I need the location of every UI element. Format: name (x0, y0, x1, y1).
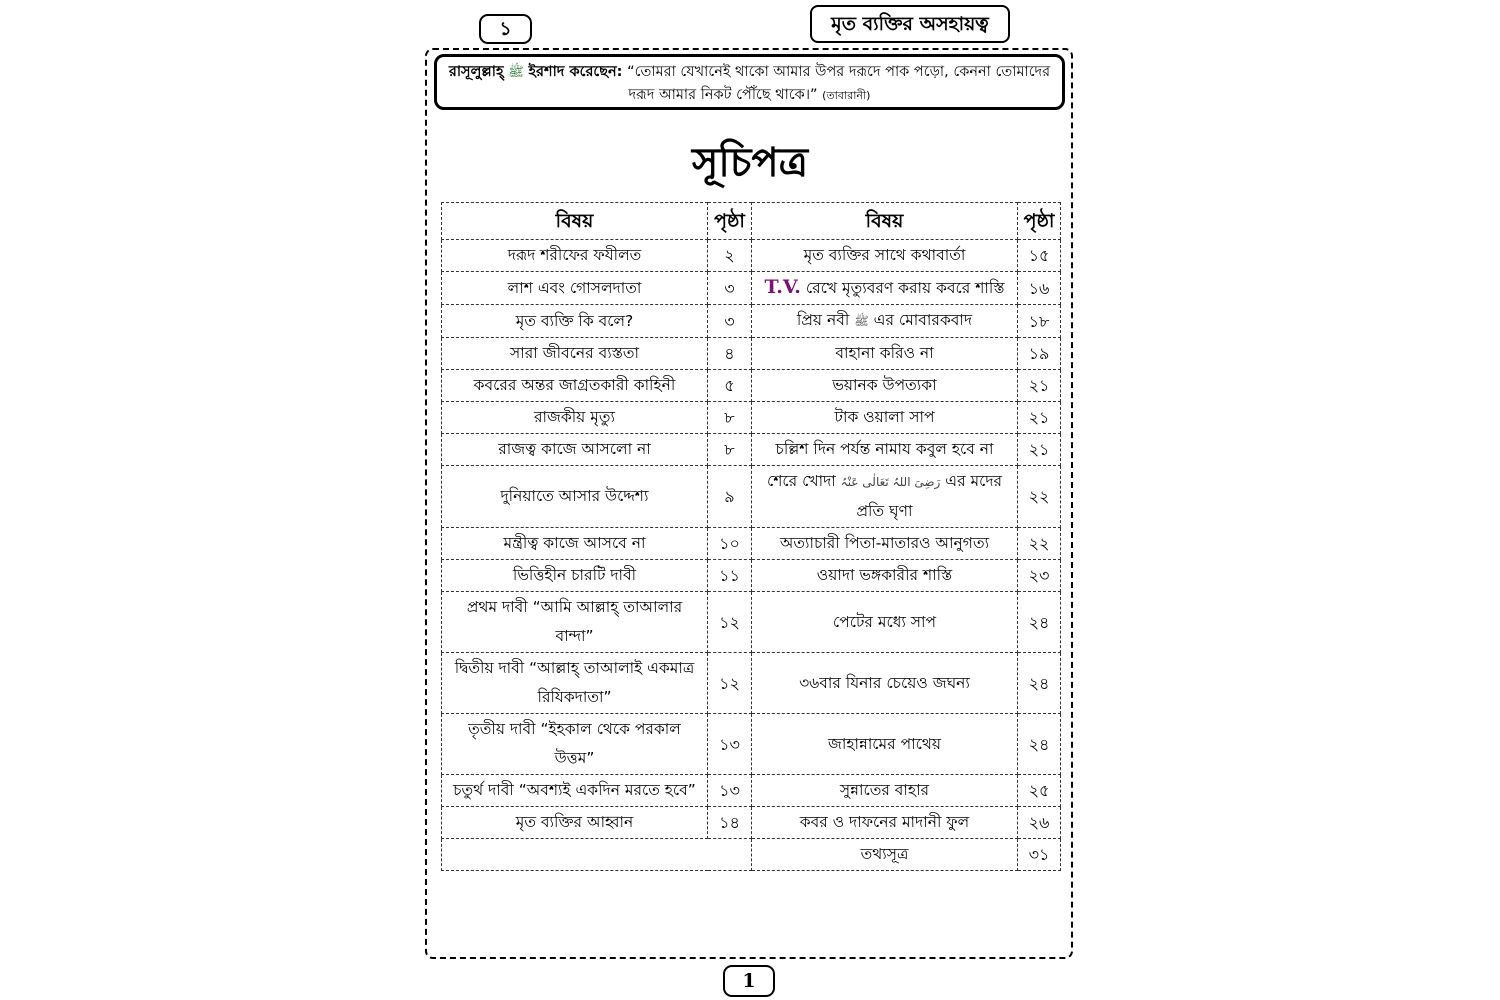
right-topic: জাহান্নামের পাথেয় (752, 714, 1018, 775)
left-topic: সারা জীবনের ব্যস্ততা (442, 338, 708, 370)
left-topic: রাজত্ব কাজে আসলো না (442, 434, 708, 466)
hadith-box (434, 54, 1065, 110)
left-topic: ভিত্তিহীন চারটি দাবী (442, 560, 708, 592)
hadith-lead: রাসূলুল্লাহ্ (448, 64, 504, 80)
header-topic-left: বিষয় (442, 203, 708, 240)
hadith-source: (তাবারানী) (822, 89, 871, 102)
left-topic: রাজকীয় মৃত্যু (442, 402, 708, 434)
header-page-left: পৃষ্ঠা (708, 203, 752, 240)
left-topic: মৃত ব্যক্তি কি বলে? (442, 305, 708, 338)
right-page: ১৯ (1018, 338, 1061, 370)
header-topic-right: বিষয় (752, 203, 1018, 240)
right-page: ২৪ (1018, 653, 1061, 714)
table-of-contents (441, 202, 1061, 871)
right-page: ১৫ (1018, 240, 1061, 272)
left-topic: কবরের অন্তর জাগ্রতকারী কাহিনী (442, 370, 708, 402)
tv-prefix: T.V. (764, 276, 801, 298)
left-topic: লাশ এবং গোসলদাতা (442, 272, 708, 305)
left-page: ১২ (708, 592, 752, 653)
right-topic (752, 272, 1018, 305)
page-number-bengali: ১ (479, 14, 532, 44)
right-page: ২৪ (1018, 714, 1061, 775)
header-page-right: পৃষ্ঠা (1018, 203, 1061, 240)
left-page: ৩ (708, 272, 752, 305)
right-topic: সুন্নাতের বাহার (752, 775, 1018, 807)
table-row (442, 240, 1061, 272)
left-page: ১৪ (708, 807, 752, 839)
empty-cell (442, 839, 752, 871)
right-page: ২২ (1018, 466, 1061, 528)
table-row (442, 338, 1061, 370)
right-page: ২১ (1018, 402, 1061, 434)
right-topic: পেটের মধ্যে সাপ (752, 592, 1018, 653)
right-topic: বাহানা করিও না (752, 338, 1018, 370)
table-row (442, 434, 1061, 466)
table-row (442, 653, 1061, 714)
left-page: ৫ (708, 370, 752, 402)
right-page: ১৮ (1018, 305, 1061, 338)
salawat-glyph-icon: ﷺ (854, 314, 869, 328)
left-page: ১০ (708, 528, 752, 560)
hadith-lead-2: ইরশাদ করেছেন: (528, 64, 623, 80)
right-page: ২৩ (1018, 560, 1061, 592)
table-row (442, 775, 1061, 807)
table-row (442, 714, 1061, 775)
left-page: ৮ (708, 434, 752, 466)
left-page: ১১ (708, 560, 752, 592)
left-topic: দ্বিতীয় দাবী “আল্লাহ্ তাআলাই একমাত্র রিযিকদাতা” (442, 653, 708, 714)
right-page: ২১ (1018, 370, 1061, 402)
left-page: ৯ (708, 466, 752, 528)
right-page: ২১ (1018, 434, 1061, 466)
right-topic-text: রেখে মৃত্যুবরণ করায় কবরে শাস্তি (805, 279, 1005, 297)
right-topic: ৩৬বার যিনার চেয়েও জঘন্য (752, 653, 1018, 714)
page-number: 1 (723, 965, 775, 997)
right-topic-b: এর মদের প্রতি ঘৃণা (856, 472, 1003, 520)
right-page: ২৫ (1018, 775, 1061, 807)
right-page: ২৪ (1018, 592, 1061, 653)
right-topic: টাক ওয়ালা সাপ (752, 402, 1018, 434)
right-topic: চল্লিশ দিন পর্যন্ত নামায কবুল হবে না (752, 434, 1018, 466)
left-topic: চতুর্থ দাবী “অবশ্যই একদিন মরতে হবে” (442, 775, 708, 807)
table-row (442, 560, 1061, 592)
right-topic-a: প্রিয় নবী (796, 311, 850, 329)
radiallahu-glyph-icon: رَضِیَ اللہُ تَعَالٰی عَنْہُ (840, 475, 941, 489)
left-topic: দরূদ শরীফের ফযীলত (442, 240, 708, 272)
left-page: ৪ (708, 338, 752, 370)
right-page: ২৬ (1018, 807, 1061, 839)
left-topic: মৃত ব্যক্তির আহ্বান (442, 807, 708, 839)
table-row (442, 370, 1061, 402)
table-row (442, 466, 1061, 528)
right-topic (752, 466, 1018, 528)
right-topic: মৃত ব্যক্তির সাথে কথাবার্তা (752, 240, 1018, 272)
right-page: ১৬ (1018, 272, 1061, 305)
right-page: ২২ (1018, 528, 1061, 560)
right-page: ৩১ (1018, 839, 1061, 871)
table-header-row (442, 203, 1061, 240)
table-row (442, 592, 1061, 653)
left-page: ৮ (708, 402, 752, 434)
table-row (442, 807, 1061, 839)
left-page: ১৩ (708, 775, 752, 807)
left-page: ১২ (708, 653, 752, 714)
left-topic: তৃতীয় দাবী “ইহকাল থেকে পরকাল উত্তম” (442, 714, 708, 775)
left-page: ২ (708, 240, 752, 272)
book-title: মৃত ব্যক্তির অসহায়ত্ব (810, 5, 1010, 43)
table-row (442, 528, 1061, 560)
left-topic: মন্ত্রীত্ব কাজে আসবে না (442, 528, 708, 560)
right-topic: ওয়াদা ভঙ্গকারীর শাস্তি (752, 560, 1018, 592)
right-topic: ভয়ানক উপত্যকা (752, 370, 1018, 402)
table-row (442, 305, 1061, 338)
table-row (442, 402, 1061, 434)
left-page: ৩ (708, 305, 752, 338)
left-topic: দুনিয়াতে আসার উদ্দেশ্য (442, 466, 708, 528)
right-topic: তথ্যসূত্র (752, 839, 1018, 871)
index-title: সূচিপত্র (692, 140, 808, 186)
left-page: ১৩ (708, 714, 752, 775)
right-topic: অত্যাচারী পিতা-মাতারও আনুগত্য (752, 528, 1018, 560)
table-row (442, 839, 1061, 871)
left-topic: প্রথম দাবী “আমি আল্লাহ্ তাআলার বান্দা” (442, 592, 708, 653)
right-topic (752, 305, 1018, 338)
right-topic: কবর ও দাফনের মাদানী ফুল (752, 807, 1018, 839)
right-topic-a: শেরে খোদা (766, 472, 836, 490)
table-row (442, 272, 1061, 305)
hadith-quote: “তোমরা যেখানেই থাকো আমার উপর দরূদে পাক পড়ো, কেননা তোমাদের দরূদ আমার নিকট পৌঁছে থাকে।” (627, 64, 1051, 103)
salawat-glyph-icon: ﷺ (508, 65, 524, 80)
right-topic-b: এর মোবারকবাদ (873, 311, 973, 329)
